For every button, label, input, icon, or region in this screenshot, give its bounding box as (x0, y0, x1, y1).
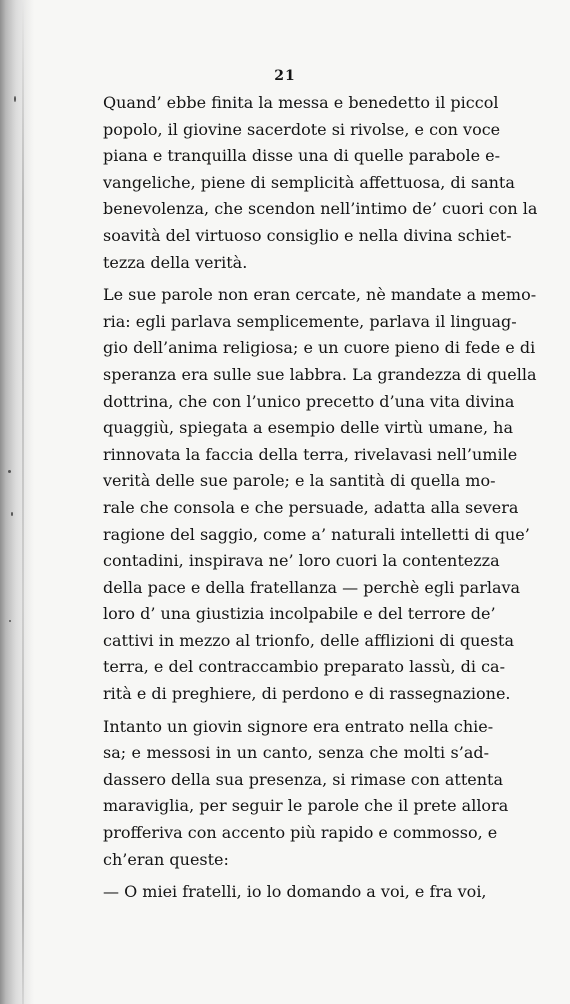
text-line: popolo, il giovine sacerdote si rivolse, e con voce (103, 119, 501, 139)
page-gutter-shadow (0, 0, 34, 1004)
text-line: maraviglia, per seguir le parole che il prete allora (103, 796, 509, 816)
paragraph (103, 90, 538, 276)
text-line: ragione del saggio, come a’ naturali intelletti di que’ (103, 524, 530, 544)
page-gutter-line (22, 0, 24, 1004)
text-line: contadini, inspirava ne’ loro cuori la contentezza (103, 551, 500, 571)
print-speck (14, 96, 16, 102)
text-line: gio dell’anima religiosa; e un cuore pieno di fede e di (103, 338, 536, 358)
text-line: Intanto un giovin signore era entrato nella chie- (103, 716, 494, 736)
text-line: dottrina, che con l’unico precetto d’una vita divina (103, 391, 515, 411)
text-line: tezza della verità. (103, 252, 248, 272)
print-speck (8, 470, 11, 473)
paragraph (103, 714, 509, 874)
body-text (103, 90, 538, 906)
text-line: cattivi in mezzo al trionfo, delle afflizioni di questa (103, 630, 515, 650)
text-line: profferiva con accento più rapido e commosso, e (103, 823, 498, 843)
text-line: benevolenza, che scendon nell’intimo de’ cuori con la (103, 199, 538, 219)
text-line: vangeliche, piene di semplicità affettuosa, di santa (103, 172, 515, 192)
text-line: dassero della sua presenza, si rimase con attenta (103, 769, 504, 789)
page-number: 21 (274, 68, 296, 84)
text-line: sa; e messosi in un canto, senza che molti s’ad- (103, 743, 489, 763)
text-line: rità e di preghiere, di perdono e di rassegnazione. (103, 684, 511, 704)
text-line: — O miei fratelli, io lo domando a voi, e fra voi, (103, 882, 487, 902)
text-line: rale che consola e che persuade, adatta alla severa (103, 497, 519, 517)
text-line: ch’eran queste: (103, 849, 229, 869)
text-line: rinnovata la faccia della terra, rivelavasi nell’umile (103, 444, 518, 464)
text-line: verità delle sue parole; e la santità di quella mo- (103, 471, 496, 491)
text-line: ria: egli parlava semplicemente, parlava il linguag- (103, 311, 517, 331)
print-speck (9, 620, 11, 622)
paragraph (103, 282, 537, 708)
text-line: Le sue parole non eran cercate, nè mandate a memo- (103, 285, 537, 305)
text-line: quaggiù, spiegata a esempio delle virtù umane, ha (103, 418, 513, 438)
print-speck (11, 512, 13, 516)
text-line: piana e tranquilla disse una di quelle parabole e- (103, 146, 501, 166)
text-line: terra, e del contraccambio preparato lassù, di ca- (103, 657, 505, 677)
text-line: della pace e della fratellanza — perchè egli parlava (103, 577, 521, 597)
text-line: soavità del virtuoso consiglio e nella divina schiet- (103, 225, 512, 245)
text-line: loro d’ una giustizia incolpabile e del terrore de’ (103, 604, 496, 624)
text-line: Quand’ ebbe finita la messa e benedetto il piccol (103, 93, 499, 112)
text-line: speranza era sulle sue labbra. La grandezza di quella (103, 364, 537, 384)
paragraph (103, 879, 489, 906)
